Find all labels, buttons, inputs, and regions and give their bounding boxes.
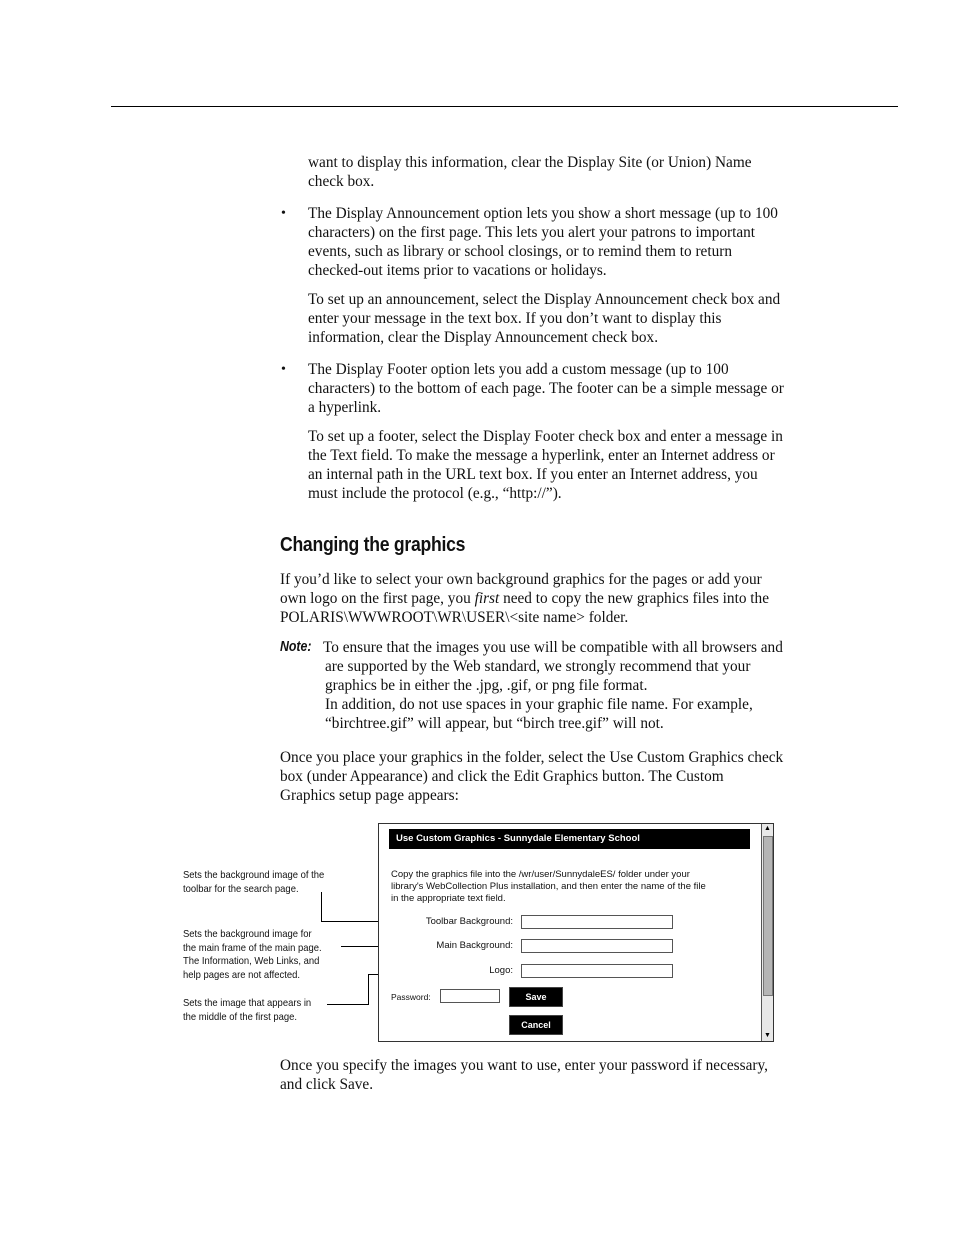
text-line: enter your message in the text box. If you don’t want to display this — [308, 310, 722, 327]
instructions-text — [391, 869, 756, 905]
password-label: Password: — [391, 992, 431, 1002]
text-line: must include the protocol (e.g., “http://”). — [308, 485, 562, 502]
callout-main — [183, 928, 322, 982]
text-line: checked-out items prior to vacations or holidays. — [308, 262, 607, 279]
bullet-announcement: • — [281, 206, 286, 221]
vertical-scrollbar[interactable] — [761, 824, 773, 1041]
scroll-thumb[interactable] — [763, 836, 773, 996]
paragraph-footer-setup — [308, 427, 783, 503]
callout-line: help pages are not affected. — [183, 968, 300, 981]
text-line: “birchtree.gif” will appear, but “birch tree.gif” will not. — [325, 715, 664, 732]
text-line: characters) to the bottom of each page. The footer can be a simple message or — [308, 380, 784, 397]
text-line: information, clear the Display Announcement check box. — [308, 329, 659, 346]
paragraph-announcement — [308, 204, 778, 280]
header-rule — [111, 106, 898, 107]
section-heading: Changing the graphics — [280, 534, 466, 556]
text-line: the Text field. To make the message a hyperlink, enter an Internet address or — [308, 447, 775, 464]
text-line: an internal path in the URL text box. If you enter an Internet address, you — [308, 466, 758, 483]
text-line: POLARIS\WWWROOT\WR\USER\<site name> folder. — [280, 609, 629, 626]
save-button[interactable]: Save — [509, 987, 563, 1007]
paragraph-intro — [280, 570, 769, 627]
toolbar-background-input[interactable] — [521, 915, 673, 929]
text-line: want to display this information, clear the Display Site (or Union) Name — [308, 154, 752, 171]
leader-line-toolbar-vertical — [321, 892, 322, 922]
callout-line: Sets the background image of the — [183, 869, 325, 881]
text-line: To set up an announcement, select the Display Announcement check box and — [308, 291, 781, 308]
callout-line: toolbar for the search page. — [183, 882, 299, 895]
page-title-bar: Use Custom Graphics - Sunnydale Elementary School — [389, 829, 750, 849]
callout-line: The Information, Web Links, and — [183, 955, 320, 967]
paragraph-announcement-setup — [308, 290, 780, 347]
leader-line-logo-vertical — [368, 974, 369, 1005]
scroll-up-arrow-icon[interactable]: ▲ — [764, 825, 771, 832]
main-background-input[interactable] — [521, 939, 673, 953]
text-line: graphics be in either the .jpg, .gif, or png file format. — [325, 677, 648, 694]
paragraph-display-site — [308, 153, 752, 191]
callout-line: Sets the background image for — [183, 928, 312, 940]
text-span: need to copy the new graphics files into the — [499, 590, 769, 607]
custom-graphics-screenshot — [378, 823, 774, 1042]
text-line: are supported by the Web standard, we strongly recommend that your — [325, 658, 751, 675]
text-line: The Display Footer option lets you add a custom message (up to 100 — [308, 361, 729, 378]
main-background-label: Main Background: — [436, 940, 513, 951]
text-line: The Display Announcement option lets you show a short message (up to 100 — [308, 205, 778, 222]
text-line: events, such as library or school closings, or to remind them to return — [308, 243, 732, 260]
text-line: in the appropriate text field. — [391, 893, 506, 904]
text-line: Copy the graphics file into the /wr/user/SunnydaleES/ folder under your — [391, 869, 690, 880]
text-line: To ensure that the images you use will be compatible with all browsers and — [323, 639, 783, 656]
logo-label: Logo: — [489, 965, 513, 976]
text-line: In addition, do not use spaces in your graphic file name. For example, — [325, 696, 753, 713]
note-label: Note: — [280, 639, 312, 655]
paragraph-custom-graphics — [280, 748, 783, 805]
text-line: Graphics setup page appears: — [280, 787, 459, 804]
text-line: Once you place your graphics in the folder, select the Use Custom Graphics check — [280, 749, 784, 766]
callout-line: the middle of the first page. — [183, 1010, 297, 1023]
text-line: characters) on the first page. This lets you alert your patrons to important — [308, 224, 756, 241]
text-line: Once you specify the images you want to use, enter your password if necessary, — [280, 1057, 768, 1074]
callout-line: Sets the image that appears in — [183, 997, 312, 1009]
logo-input[interactable] — [521, 964, 673, 978]
paragraph-footer — [308, 360, 784, 417]
bullet-footer: • — [281, 362, 286, 377]
text-line — [280, 589, 769, 608]
note-text — [323, 638, 783, 657]
text-line: To set up a footer, select the Display Footer check box and enter a message in — [308, 428, 783, 445]
scroll-down-arrow-icon[interactable]: ▼ — [764, 1032, 771, 1039]
password-input[interactable] — [440, 989, 500, 1003]
text-span: own logo on the first page, you — [280, 590, 475, 607]
leader-line-logo-horizontal — [327, 1004, 368, 1005]
callout-toolbar — [183, 869, 324, 896]
cancel-button[interactable]: Cancel — [509, 1015, 563, 1035]
callout-line: the main frame of the main page. — [183, 941, 322, 954]
note-text-continued — [325, 657, 753, 733]
text-line: check box. — [308, 173, 375, 190]
text-line: and click Save. — [280, 1076, 374, 1093]
toolbar-background-label: Toolbar Background: — [425, 916, 513, 927]
text-line: a hyperlink. — [308, 399, 382, 416]
paragraph-closing — [280, 1056, 768, 1094]
callout-logo — [183, 997, 311, 1024]
emphasis-text: first — [474, 590, 500, 607]
text-line: box (under Appearance) and click the Edit Graphics button. The Custom — [280, 768, 724, 785]
text-line: library's WebCollection Plus installation, and then enter the name of the file — [391, 881, 706, 892]
text-line: If you’d like to select your own background graphics for the pages or add your — [280, 571, 762, 588]
